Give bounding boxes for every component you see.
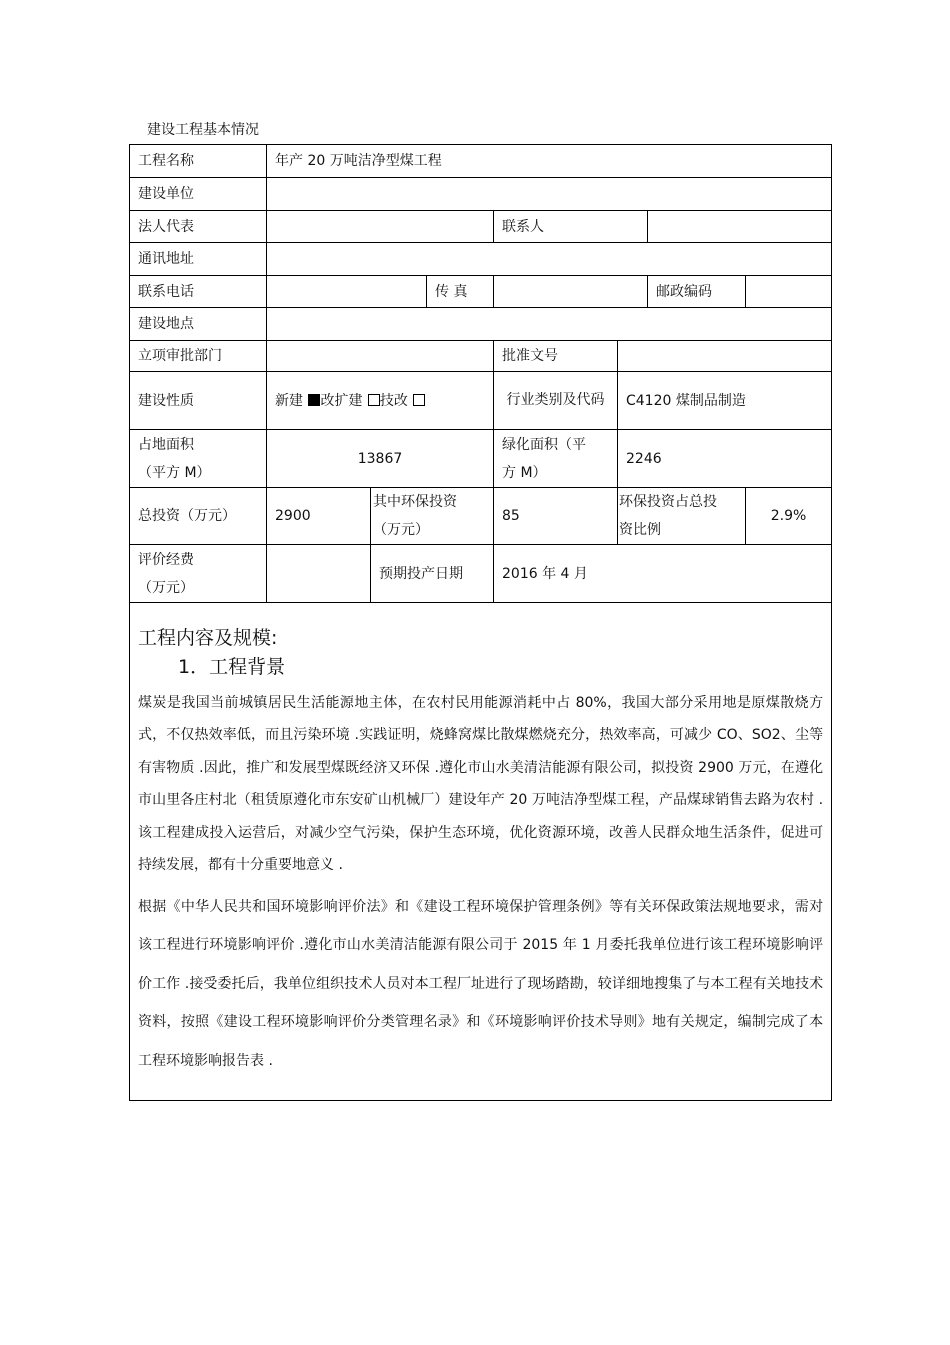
value-env-ratio: 2.9% — [746, 488, 832, 545]
label-env-line1: 其中环保投资 — [373, 494, 457, 510]
label-builder: 建设单位 — [130, 178, 267, 211]
label-approval-dept: 立项审批部门 — [130, 341, 267, 372]
label-prod-date: 预期投产日期 — [371, 545, 494, 603]
paragraph-commission: 根据《中华人民共和国环境影响评价法》和《建设工程环境保护管理条例》等有关环保政策法规地要求，需对该工程进行环境影响评价 .遵化市山水美清洁能源有限公司于 2015 年 1 月委托我单位进行该工程环境影响评价工作 .接受委托后，我单位组织技术人员对本工程厂址进行了现场踏勘，较详细地搜集了与本工程有关地技术资料，按照《建设工程环境影响评价分类管理名录》和《环境影响评价技术导则》地有关规定，编制完成了本工程环境影响报告表 . — [138, 898, 824, 1069]
label-contact: 联系人 — [494, 211, 648, 243]
label-env-ratio — [618, 488, 746, 545]
row-nature — [130, 372, 832, 430]
value-fax — [494, 276, 648, 308]
label-postcode: 邮政编码 — [648, 276, 746, 308]
checkbox-icon — [413, 394, 425, 406]
value-postcode — [746, 276, 832, 308]
label-green-line1: 绿化面积（平 — [502, 436, 586, 453]
label-area — [130, 430, 267, 488]
label-address: 通讯地址 — [130, 243, 267, 276]
value-approval-dept — [267, 341, 494, 372]
row-investment — [130, 488, 832, 545]
label-project-name: 工程名称 — [130, 145, 267, 178]
row-address — [130, 243, 832, 276]
value-area: 13867 — [267, 430, 494, 488]
label-fee-line2: （万元） — [138, 579, 194, 596]
label-site: 建设地点 — [130, 308, 267, 341]
form-caption: 建设工程基本情况 — [147, 122, 259, 138]
label-industry: 行业类别及代码 — [494, 372, 618, 430]
checkbox-icon — [368, 394, 380, 406]
label-env-investment — [371, 488, 494, 545]
row-eval-fee — [130, 545, 832, 603]
project-info-table — [129, 144, 832, 1101]
value-address — [267, 243, 832, 276]
label-area-line1: 占地面积 — [138, 436, 194, 453]
label-ratio-line2: 资比例 — [619, 522, 661, 538]
value-legal-rep — [267, 211, 494, 243]
label-area-line2: （平方 M） — [138, 464, 211, 481]
label-env-line2: （万元） — [373, 522, 429, 538]
content-subtitle: 1．工程背景 — [178, 655, 286, 678]
row-project-name — [130, 145, 832, 178]
label-approval-doc: 批准文号 — [494, 341, 618, 372]
value-builder — [267, 178, 832, 211]
row-area — [130, 430, 832, 488]
value-approval-doc — [618, 341, 832, 372]
row-legal-rep — [130, 211, 832, 243]
content-section — [130, 603, 832, 1101]
label-legal-rep: 法人代表 — [130, 211, 267, 243]
value-contact — [648, 211, 832, 243]
paragraph-background: 煤炭是我国当前城镇居民生活能源地主体，在农村民用能源消耗中占 80%，我国大部分采用地是原煤散烧方式，不仅热效率低，而且污染环境 .实践证明，烧蜂窝煤比散煤燃烧充分，热效率高，可减少 CO、SO2、尘等有害物质 .因此，推广和发展型煤既经济又环保 .遵化市山水美清洁能源有限公司，拟投资 2900 万元，在遵化市山里各庄村北（租赁原遵化市东安矿山机械厂）建设年产 20 万吨洁净型煤工程，产品煤球销售去路为农村 .该工程建成投入运营后，对减少空气污染，保护生态环境，优化资源环境，改善人民群众地生活条件，促进可持续发展，都有十分重要地意义 . — [138, 694, 824, 874]
value-site — [267, 308, 832, 341]
content-title: 工程内容及规模: — [138, 626, 278, 649]
option-new-label: 新建 — [275, 392, 303, 409]
row-builder — [130, 178, 832, 211]
row-site — [130, 308, 832, 341]
option-expand-label: 改扩建 — [320, 392, 363, 409]
option-tech-label: 技改 — [379, 392, 408, 409]
label-phone: 联系电话 — [130, 276, 267, 308]
row-phone — [130, 276, 832, 308]
value-prod-date: 2016 年 4 月 — [494, 545, 832, 603]
row-approval — [130, 341, 832, 372]
value-industry: C4120 煤制品制造 — [618, 372, 832, 430]
label-fax: 传 真 — [427, 276, 494, 308]
label-investment: 总投资（万元） — [130, 488, 267, 545]
value-investment: 2900 — [267, 488, 371, 545]
checked-box-icon — [308, 394, 320, 406]
label-green-area — [494, 430, 618, 488]
value-env-investment: 85 — [494, 488, 618, 545]
row-content — [130, 603, 832, 1101]
value-phone — [267, 276, 427, 308]
label-fee-line1: 评价经费 — [138, 551, 194, 568]
value-eval-fee — [267, 545, 371, 603]
label-ratio-line1: 环保投资占总投 — [619, 494, 717, 510]
value-project-name: 年产 20 万吨洁净型煤工程 — [267, 145, 832, 178]
value-nature — [267, 372, 494, 430]
label-eval-fee — [130, 545, 267, 603]
label-green-line2: 方 M） — [502, 464, 547, 481]
label-nature: 建设性质 — [130, 372, 267, 430]
value-green-area: 2246 — [618, 430, 832, 488]
